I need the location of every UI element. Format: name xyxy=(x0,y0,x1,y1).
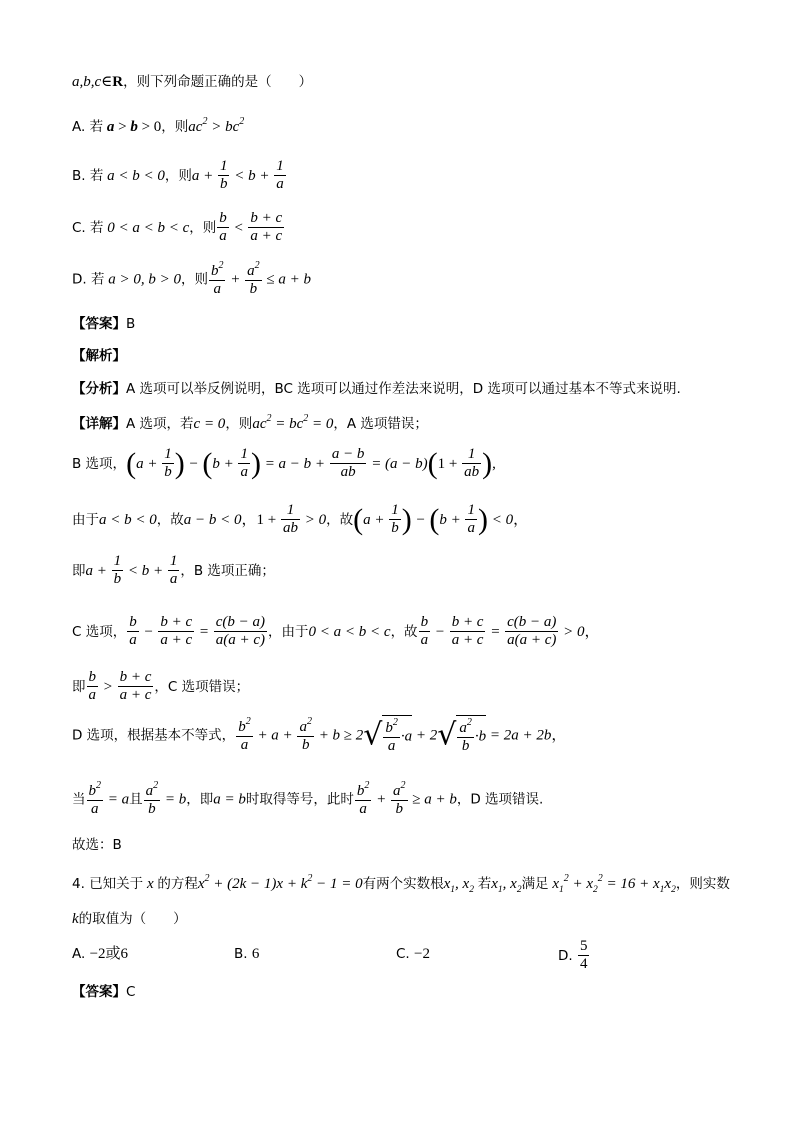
q3-option-d: D. 若 a > 0, b > 0，则 $\frac{b^2}{a}$ + $\frac{a^2}{b}$ ≤ a + b xyxy=(72,260,311,298)
q4-stem-line1: 4. 已知关于 x 的方程$x^2 + (2k - 1)x + k^2 - 1 = 0$有两个实数根$x_1$, $x_2$ 若$x_1$, $x_2$满足 $x_1^2 + x_2^2 = 16 + x_1x_2$，则实数 xyxy=(72,873,730,895)
q3-xiangjie-a: 【详解】A 选项，若c = 0，则$ac^2 = bc^2 = 0$，A 选项错误； xyxy=(72,413,428,432)
q4-option-b: B. 6 xyxy=(234,946,260,962)
q3-b-reason: 由于a < b < 0，故a − b < 0，1 + $\frac{1}{ab}$ > 0，故(a + $\frac{1}{b}$ ) − (b + $\frac{1}{a}$ ) < 0， xyxy=(72,502,529,537)
q4-stem-line2: k的取值为（ ） xyxy=(72,911,187,927)
q3-fenxi: 【分析】A 选项可以举反例说明，BC 选项可以通过作差法来说明，D 选项可以通过基本不等式来说明. xyxy=(72,381,681,397)
q3-c-derivation: C 选项， $\frac{b}{a}$ − $\frac{b + c}{a + c}$ = $\frac{c(b - a)}{a(a + c)}$ ，由于0 < a < b < c，故 $\frac{b}{a}$ − $\frac{b + c}{a + c}$ = $\frac{c(b - a)}{a(a + c)}$ > 0， xyxy=(72,614,600,649)
q3-stem: a,b,c∈R，则下列命题正确的是（ ） xyxy=(72,74,313,90)
q3-option-c: C. 若 0 < a < b < c，则 $\frac{b}{a}$ < $\frac{b + c}{a + c}$ xyxy=(72,210,283,245)
q3-d-derivation: D 选项，根据基本不等式， $\frac{b^2}{a}$ + a + $\frac{a^2}{b}$ + b ≥ 2√ $\frac{b^2}{a}$ ·a + 2√ $\frac{a^2}{b}$ ·b = 2a + 2b， xyxy=(72,716,567,755)
q3-choose: 故选：B xyxy=(72,837,122,853)
q3-c-conclusion: 即 $\frac{b}{a}$ > $\frac{b + c}{a + c}$ ，C 选项错误； xyxy=(72,669,250,704)
q3-answer: 【答案】B xyxy=(72,316,136,332)
q3-option-a: A. 若 a > b > 0，则$ac^2 > bc^2$ xyxy=(72,116,245,135)
q4-option-d: D. $\frac{5}{4}$ xyxy=(558,938,588,973)
q4-option-c: C. −2 xyxy=(396,946,430,962)
q3-d-conclusion: 当 $\frac{b^2}{a}$ = a且 $\frac{a^2}{b}$ = b，即a = b时取得等号，此时 $\frac{b^2}{a}$ + $\frac{a^2}{b}$ ≥ a + b，D 选项错误. xyxy=(72,780,544,818)
q3-analysis-tag: 【解析】 xyxy=(72,348,126,364)
q3-b-derivation: B 选项，(a + $\frac{1}{b}$ ) − (b + $\frac{1}{a}$ ) = a − b + $\frac{a - b}{ab}$ = (a − b)(1 + $\frac{1}{ab}$ ), xyxy=(72,446,496,481)
q3-b-conclusion: 即a + $\frac{1}{b}$ < b + $\frac{1}{a}$ ，B 选项正确； xyxy=(72,553,275,588)
q4-answer: 【答案】C xyxy=(72,984,136,1000)
q4-option-a: A. −2或6 xyxy=(72,946,129,962)
q3-option-b: B. 若 a < b < 0，则a + $\frac{1}{b}$ < b + $\frac{1}{a}$ xyxy=(72,158,284,193)
